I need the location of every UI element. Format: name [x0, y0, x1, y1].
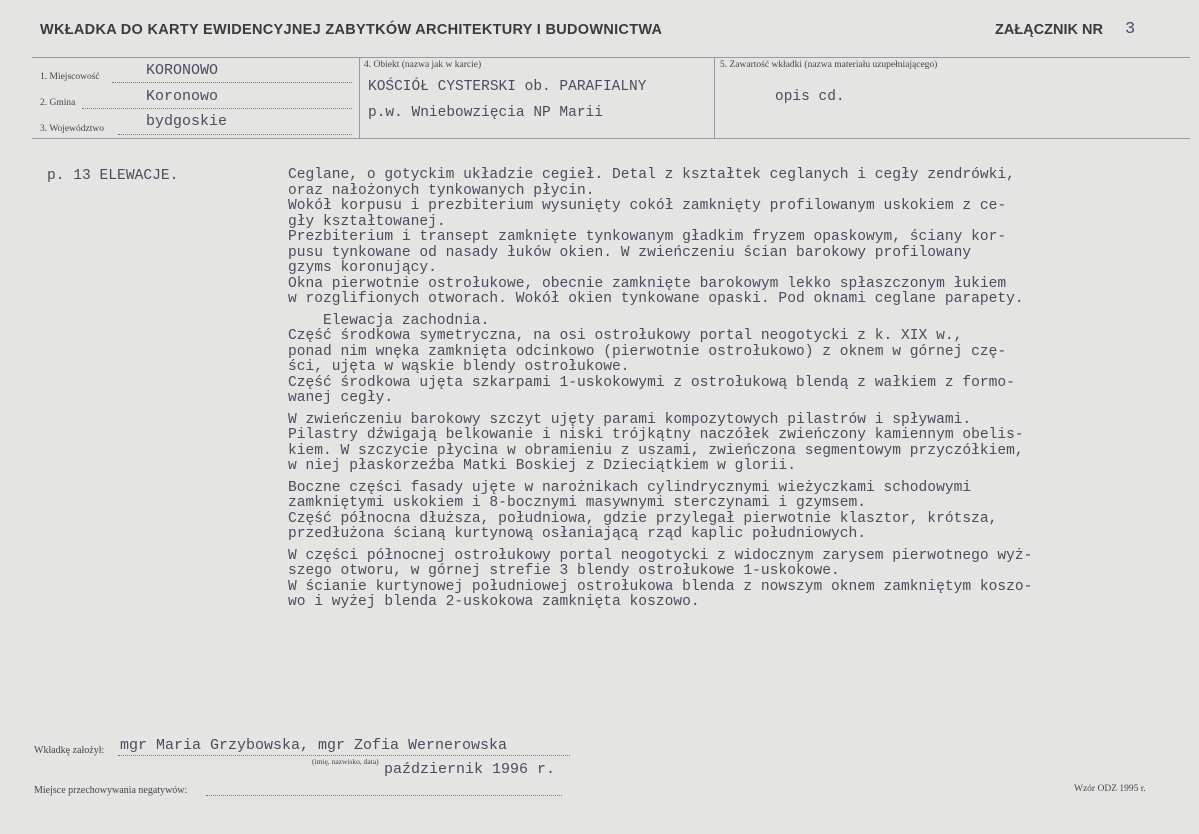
- body-paragraph: [288, 168, 1168, 308]
- gmina-value: Koronowo: [146, 88, 219, 105]
- body-paragraph: [288, 314, 1168, 407]
- object-label: 4. Obiekt (nazwa jak w karcie): [364, 60, 482, 70]
- founded-hint: (imię, nazwisko, data): [312, 757, 379, 766]
- miejscowosc-label: 1. Miejscowość: [40, 72, 100, 82]
- body-line: szego otworu, w górnej strefie 3 blendy ostrołukowe 1-uskokowe.: [288, 563, 840, 579]
- form-code: Wzór ODZ 1995 r.: [1074, 784, 1146, 794]
- body-line: Prezbiterium i transept zamknięte tynkowanym gładkim fryzem opaskowym, ściany kor-: [288, 229, 1007, 245]
- body-line: Część środkowa symetryczna, na osi ostrołukowy portal neogotycki z k. XIX w.,: [288, 328, 963, 344]
- form-title: WKŁADKA DO KARTY EWIDENCYJNEJ ZABYTKÓW ARCHITEKTURY I BUDOWNICTWA: [40, 22, 663, 38]
- miejscowosc-value: KORONOWO: [146, 62, 219, 79]
- divider-object-contents: [714, 57, 715, 139]
- body-line: gzyms koronujący.: [288, 260, 437, 276]
- body-line: kiem. W szczycie płycina w obramieniu z uszami, zwieńczona segmentowym przyczółkiem,: [288, 442, 1024, 459]
- body-paragraph: [288, 481, 1168, 543]
- header-top-rule: [32, 57, 1190, 58]
- body-line: gły kształtowanej.: [288, 213, 446, 230]
- wojewodztwo-line: [118, 134, 352, 135]
- miejscowosc-line: [112, 82, 352, 83]
- body-line: Elewacja zachodnia.: [288, 312, 490, 329]
- section-label: p. 13 ELEWACJE.: [47, 168, 179, 184]
- annex-number: 3: [1125, 20, 1136, 39]
- body-line: ponad nim wnęka zamknięta odcinkowo (pierwotnie ostrołukowo) z oknem w górnej czę-: [288, 343, 1007, 360]
- body-line: Boczne części fasady ujęte w narożnikach cylindrycznymi wieżyczkami schodowymi: [288, 479, 972, 496]
- wojewodztwo-label: 3. Województwo: [40, 124, 104, 134]
- body-line: przedłużona ścianą kurtynową osłaniającą rząd kaplic południowych.: [288, 526, 867, 542]
- contents-label: 5. Zawartość wkładki (nazwa materiału uzupełniającego): [720, 60, 938, 70]
- body-line: w rozglifionych otworach. Wokół okien tynkowane opaski. Pod oknami ceglane parapety.: [288, 291, 1024, 307]
- gmina-line: [82, 108, 352, 109]
- body-line: pusu tynkowane od nasady łuków okien. W zwieńczeniu ścian barokowy profilowany: [288, 244, 972, 261]
- body-line: W ścianie kurtynowej południowej ostrołukowa blenda z nowszym oknem zamkniętym koszo-: [288, 578, 1033, 595]
- body-line: zamkniętymi uskokiem i 8-bocznymi masywnymi sterczynami i gzymsem.: [288, 495, 867, 511]
- wojewodztwo-value: bydgoskie: [146, 113, 228, 130]
- founded-label: Wkładkę założył:: [34, 745, 105, 756]
- negatives-label: Miejsce przechowywania negatywów:: [34, 785, 188, 796]
- body-line: ści, ujęta w wąskie blendy ostrołukowe.: [288, 359, 630, 375]
- body-line: oraz nałożonych tynkowanych płycin.: [288, 182, 595, 199]
- description-body: [288, 168, 1168, 617]
- object-line-1: KOŚCIÓŁ CYSTERSKI ob. PARAFIALNY: [368, 79, 647, 95]
- body-line: Wokół korpusu i prezbiterium wysunięty cokół zamknięty profilowanym uskokiem z ce-: [288, 198, 1007, 214]
- date-value: październik 1996 r.: [384, 761, 556, 778]
- divider-location-object: [359, 57, 360, 139]
- body-line: Pilastry dźwigają belkowanie i niski trójkątny naczółek zwieńczony kamiennym obelis-: [288, 427, 1024, 443]
- body-line: w niej płaskorzeźba Matki Boskiej z Dzieciątkiem w glorii.: [288, 458, 796, 474]
- body-paragraph: [288, 413, 1168, 475]
- body-line: Część północna dłuższa, południowa, gdzie przylegał pierwotnie klasztor, krótsza,: [288, 510, 998, 527]
- body-line: Część środkowa ujęta szkarpami 1-uskokowymi z ostrołukową blendą z wałkiem z formo-: [288, 374, 1015, 391]
- founded-value: mgr Maria Grzybowska, mgr Zofia Wernerowska: [120, 737, 508, 754]
- body-line: wanej cegły.: [288, 390, 394, 406]
- body-line: Ceglane, o gotyckim układzie cegieł. Detal z kształtek ceglanych i cegły zendrówki,: [288, 167, 1015, 183]
- header-bottom-rule: [32, 138, 1190, 139]
- gmina-label: 2. Gmina: [40, 98, 76, 108]
- body-paragraph: [288, 549, 1168, 611]
- negatives-line: [206, 795, 562, 796]
- body-line: wo i wyżej blenda 2-uskokowa zamknięta koszowo.: [288, 594, 700, 610]
- founded-line: [118, 755, 570, 756]
- body-line: W części północnej ostrołukowy portal neogotycki z widocznym zarysem pierwotnego wyż-: [288, 547, 1033, 564]
- body-line: W zwieńczeniu barokowy szczyt ujęty parami kompozytowych pilastrów i spływami.: [288, 411, 972, 428]
- contents-value: opis cd.: [775, 89, 845, 105]
- annex-label: ZAŁĄCZNIK NR: [995, 22, 1103, 38]
- object-line-2: p.w. Wniebowzięcia NP Marii: [368, 105, 603, 121]
- body-line: Okna pierwotnie ostrołukowe, obecnie zamknięte barokowym lekko spłaszczonym łukiem: [288, 275, 1007, 292]
